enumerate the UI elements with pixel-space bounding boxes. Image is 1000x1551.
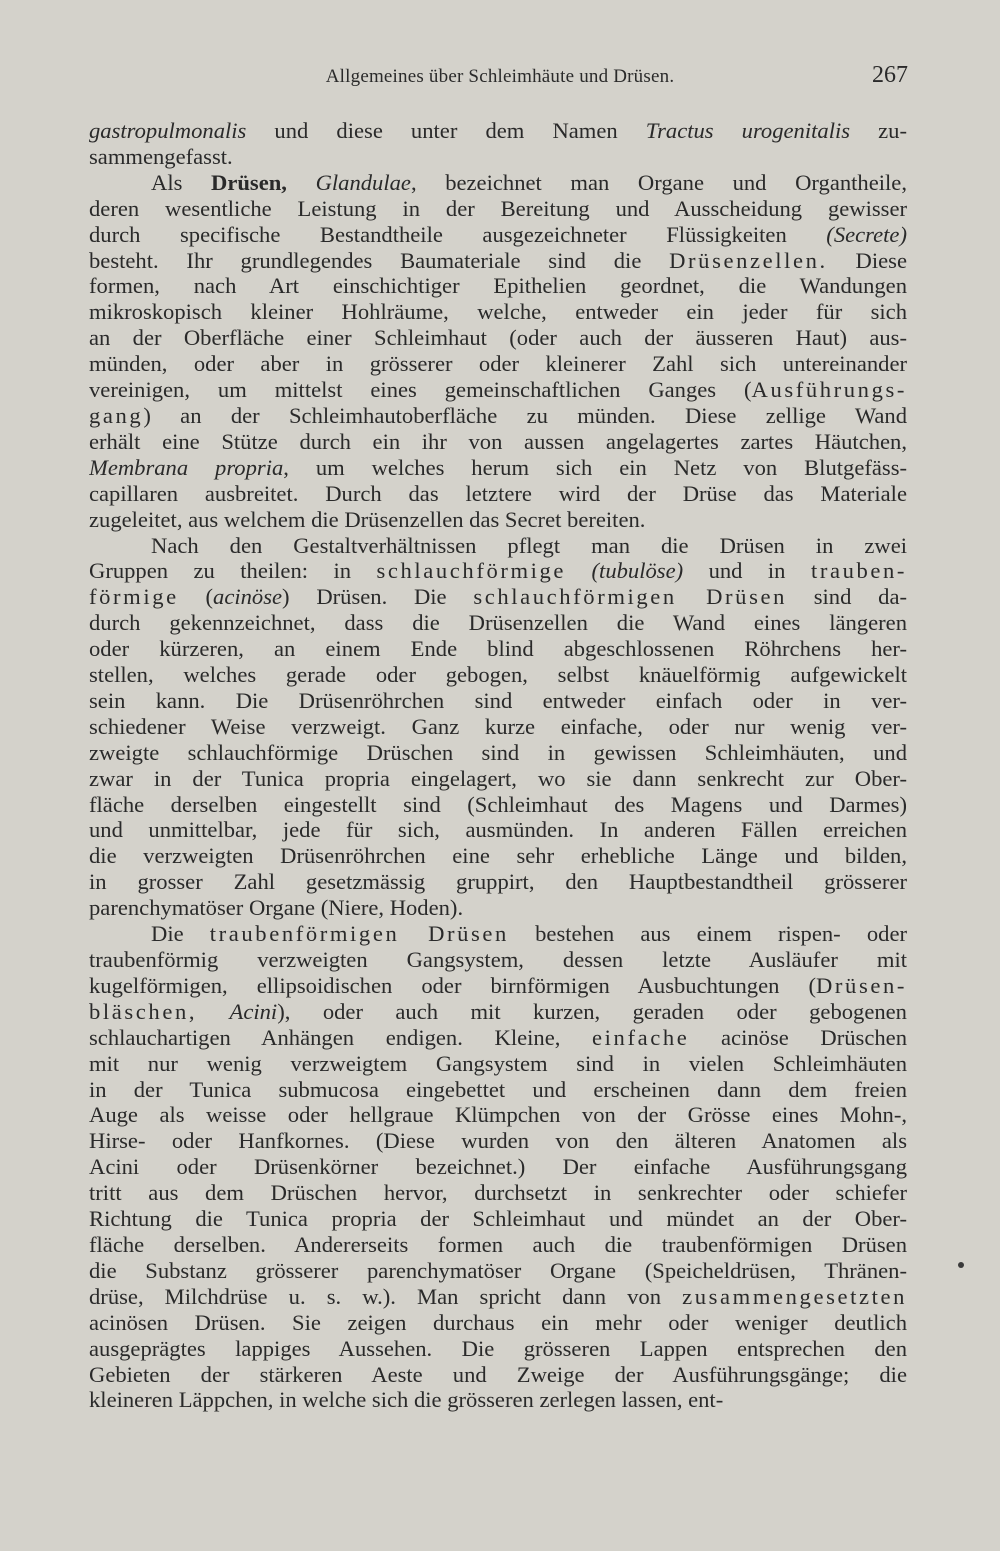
text-line bbox=[89, 351, 907, 377]
text-span: zweigte schlauchförmige Drüschen sind in gewissen Schleimhäuten, und bbox=[89, 739, 907, 765]
text-span-it: Tractus urogenitalis bbox=[645, 118, 851, 143]
text-line bbox=[89, 558, 907, 584]
text-line bbox=[89, 1077, 907, 1103]
text-span: in grosser Zahl gesetzmässig gruppirt, den Hauptbestandtheil grösserer bbox=[89, 869, 907, 895]
text-line bbox=[89, 170, 907, 196]
text-span: und unmittelbar, jede für sich, ausmünden. In anderen Fällen erreichen bbox=[89, 817, 907, 843]
text-line bbox=[89, 455, 907, 481]
text-line bbox=[89, 403, 907, 429]
text-span: Nach den Gestaltverhältnissen pflegt man die Drüsen in zwei bbox=[151, 532, 907, 558]
text-span-sp: einfache bbox=[592, 1024, 690, 1050]
text-line bbox=[89, 610, 907, 636]
text-span: Gebieten der stärkeren Aeste und Zweige der Ausführungsgänge; die bbox=[89, 1361, 907, 1387]
text-span: fläche derselben. Andererseits formen auch die traubenförmigen Drüsen bbox=[89, 1231, 907, 1257]
text-span: und diese unter dem Namen bbox=[246, 118, 646, 143]
text-span: Diese bbox=[827, 247, 907, 273]
text-span: Auge als weisse oder hellgraue Klümpchen von der Grösse eines Mohn-, bbox=[89, 1102, 907, 1128]
text-span-sp: schlauchförmigen Drüsen bbox=[473, 584, 787, 610]
text-span: sind da- bbox=[787, 584, 907, 610]
text-line bbox=[89, 843, 907, 869]
text-span: durch specifische Bestandtheile ausgezeichneter Flüssigkeiten bbox=[89, 221, 827, 247]
text-line bbox=[89, 947, 907, 973]
text-span: zu- bbox=[850, 118, 907, 143]
text-span: in der Tunica submucosa eingebettet und erscheinen dann dem freien bbox=[89, 1076, 907, 1102]
text-span: schlauchartigen Anhängen endigen. Kleine, bbox=[89, 1024, 593, 1050]
text-line bbox=[89, 688, 907, 714]
text-span: capillaren ausbreitet. Durch das letztere wird der Drüse das Materiale bbox=[89, 480, 907, 506]
text-span: Richtung die Tunica propria der Schleimhaut und mündet an der Ober- bbox=[89, 1206, 907, 1232]
text-span: Als bbox=[151, 169, 211, 195]
text-line bbox=[89, 662, 907, 688]
text-span: ) an der Schleimhautoberfläche zu münden. Diese zellige Wand bbox=[143, 402, 907, 428]
text-span: schiedener Weise verzweigt. Ganz kurze einfache, oder nur wenig ver- bbox=[89, 713, 907, 739]
text-span: Acini oder Drüsenkörner bezeichnet.) Der einfache Ausführungsgang bbox=[89, 1154, 907, 1180]
text-span bbox=[197, 999, 229, 1024]
text-span: drüse, Milchdrüse u. s. w.). Man spricht dann von bbox=[89, 1283, 683, 1309]
text-line bbox=[89, 1051, 907, 1077]
text-span: mikroskopisch kleiner Hohlräume, welche, entweder ein jeder für sich bbox=[89, 299, 907, 325]
text-span-b: Drüsen, bbox=[211, 169, 287, 195]
page-header bbox=[92, 62, 908, 96]
text-line bbox=[89, 1128, 907, 1154]
text-line bbox=[89, 1206, 907, 1232]
text-span: traubenförmig verzweigten Gangsystem, dessen letzte Ausläufer mit bbox=[89, 947, 907, 972]
text-line bbox=[89, 714, 907, 740]
text-span: mit nur wenig verzweigtem Gangsystem sind in vielen Schleimhäuten bbox=[89, 1050, 907, 1076]
text-line bbox=[89, 766, 907, 792]
text-line bbox=[89, 999, 907, 1025]
page-number: 267 bbox=[872, 62, 908, 88]
text-span: vereinigen, um mittelst eines gemeinschaftlichen Ganges ( bbox=[89, 377, 752, 403]
text-line bbox=[89, 869, 907, 895]
text-span: deren wesentliche Leistung in der Bereitung und Ausscheidung gewisser bbox=[89, 195, 907, 221]
text-span: acinösen Drüsen. Sie zeigen durchaus ein mehr oder weniger deutlich bbox=[89, 1309, 907, 1335]
text-span: die verzweigten Drüsenröhrchen eine sehr erhebliche Länge und bilden, bbox=[89, 843, 907, 869]
text-line bbox=[89, 1258, 907, 1284]
text-line bbox=[89, 481, 907, 507]
text-span: ( bbox=[178, 584, 214, 610]
text-span: bestehen aus einem rispen- oder bbox=[508, 921, 907, 947]
text-span bbox=[287, 170, 316, 195]
text-span-sp: trauben- bbox=[810, 558, 907, 584]
text-span bbox=[566, 558, 591, 583]
text-span: stellen, welches gerade oder gebogen, selbst knäuelförmig aufgewickelt bbox=[89, 662, 907, 688]
text-line bbox=[89, 895, 907, 921]
text-line bbox=[89, 636, 907, 662]
text-span: ), oder auch mit kurzen, geraden oder gebogenen bbox=[277, 998, 907, 1024]
text-span-it: (tubulöse) bbox=[591, 558, 684, 584]
text-span: besteht. Ihr grundlegendes Baumateriale sind die bbox=[89, 247, 670, 273]
text-span: kugelförmigen, ellipsoidischen oder birnförmigen Ausbuchtungen ( bbox=[89, 972, 817, 998]
text-line bbox=[89, 973, 907, 999]
text-span: zugeleitet, aus welchem die Drüsenzellen das Secret bereiten. bbox=[89, 506, 646, 532]
text-span: kleineren Läppchen, in welche sich die grösseren zerlegen lassen, ent- bbox=[89, 1387, 724, 1413]
text-span: Die bbox=[151, 921, 210, 947]
text-span-it: Membrana propria bbox=[89, 454, 284, 480]
text-span: , um welches herum sich ein Netz von Blutgefäss- bbox=[283, 454, 907, 480]
text-span: Gruppen zu theilen: in bbox=[89, 558, 377, 584]
text-line bbox=[89, 1310, 907, 1336]
text-line bbox=[89, 1102, 907, 1128]
text-line bbox=[89, 299, 907, 325]
text-span: ausgeprägtes lappiges Aussehen. Die grösseren Lappen entsprechen den bbox=[89, 1335, 907, 1361]
text-span: sein kann. Die Drüsenröhrchen sind entweder einfach oder in ver- bbox=[89, 687, 907, 713]
text-span-it: (Secrete) bbox=[826, 221, 907, 247]
text-line bbox=[89, 325, 907, 351]
text-span: fläche derselben eingestellt sind (Schleimhaut des Magens und Darmes) bbox=[89, 791, 907, 817]
text-line bbox=[89, 1362, 907, 1388]
text-span-sp: Drüsenzellen. bbox=[669, 247, 828, 273]
text-line bbox=[89, 1284, 907, 1310]
text-span: zwar in der Tunica propria eingelagert, wo sie dann senkrecht zur Ober- bbox=[89, 765, 907, 791]
text-span: acinöse Drüschen bbox=[689, 1024, 907, 1050]
text-line bbox=[89, 118, 907, 144]
text-span: ) Drüsen. Die bbox=[282, 584, 474, 610]
text-line bbox=[89, 1387, 907, 1413]
text-span-sp: zusammengesetzten bbox=[682, 1283, 907, 1309]
text-line bbox=[89, 1336, 907, 1362]
text-line bbox=[89, 144, 907, 170]
text-span-sp: schlauchförmige bbox=[376, 558, 567, 584]
text-span: sammengefasst. bbox=[89, 143, 233, 169]
text-span: tritt aus dem Drüschen hervor, durchsetzt in senkrechter oder schiefer bbox=[89, 1180, 907, 1206]
text-span-it: Glandulae bbox=[315, 169, 411, 195]
text-line bbox=[89, 222, 907, 248]
text-line bbox=[89, 1154, 907, 1180]
text-line bbox=[89, 248, 907, 274]
text-span-it: Acini bbox=[229, 998, 278, 1024]
text-line bbox=[89, 196, 907, 222]
text-span: oder kürzeren, an einem Ende blind abgeschlossenen Röhrchens her- bbox=[89, 636, 907, 662]
text-span: parenchymatöser Organe (Niere, Hoden). bbox=[89, 895, 464, 921]
text-span: durch gekennzeichnet, dass die Drüsenzellen die Wand eines längeren bbox=[89, 610, 907, 636]
text-span: die Substanz grösserer parenchymatöser Organe (Speicheldrüsen, Thränen- bbox=[89, 1257, 907, 1283]
text-span-it: gastropulmonalis bbox=[89, 118, 247, 143]
text-line bbox=[89, 792, 907, 818]
text-line bbox=[89, 1232, 907, 1258]
text-span: an der Oberfläche einer Schleimhaut (oder auch der äusseren Haut) aus- bbox=[89, 325, 907, 351]
text-span: Hirse- oder Hanfkornes. (Diese wurden von den älteren Anatomen als bbox=[89, 1128, 907, 1154]
text-span-sp: Drüsen- bbox=[816, 972, 907, 998]
text-line bbox=[89, 921, 907, 947]
text-span-sp: gang bbox=[89, 402, 144, 428]
print-speck bbox=[958, 1262, 964, 1268]
text-line bbox=[89, 273, 907, 299]
text-span-sp: förmige bbox=[89, 584, 179, 610]
text-line bbox=[89, 377, 907, 403]
text-line bbox=[89, 1025, 907, 1051]
text-span-sp: Ausführungs- bbox=[751, 377, 907, 403]
text-line bbox=[89, 817, 907, 843]
text-span-sp: traubenförmigen Drüsen bbox=[209, 921, 509, 947]
text-line bbox=[89, 507, 907, 533]
text-span-it: acinöse bbox=[213, 584, 283, 610]
text-line bbox=[89, 584, 907, 610]
text-line bbox=[89, 740, 907, 766]
running-title: Allgemeines über Schleimhäute und Drüsen. bbox=[325, 66, 675, 87]
text-span: und in bbox=[683, 558, 811, 584]
text-span-sp: bläschen, bbox=[89, 998, 198, 1024]
text-line bbox=[89, 1180, 907, 1206]
text-span: , bezeichnet man Organe und Organtheile, bbox=[410, 169, 907, 195]
text-span: formen, nach Art einschichtiger Epithelien geordnet, die Wandungen bbox=[89, 273, 907, 299]
text-line bbox=[89, 429, 907, 455]
text-line bbox=[89, 533, 907, 559]
text-span: erhält eine Stütze durch ein ihr von aussen angelagertes zartes Häutchen, bbox=[89, 428, 907, 454]
body-text bbox=[89, 118, 907, 1413]
text-span: münden, oder aber in grösserer oder kleinerer Zahl sich untereinander bbox=[89, 351, 907, 377]
